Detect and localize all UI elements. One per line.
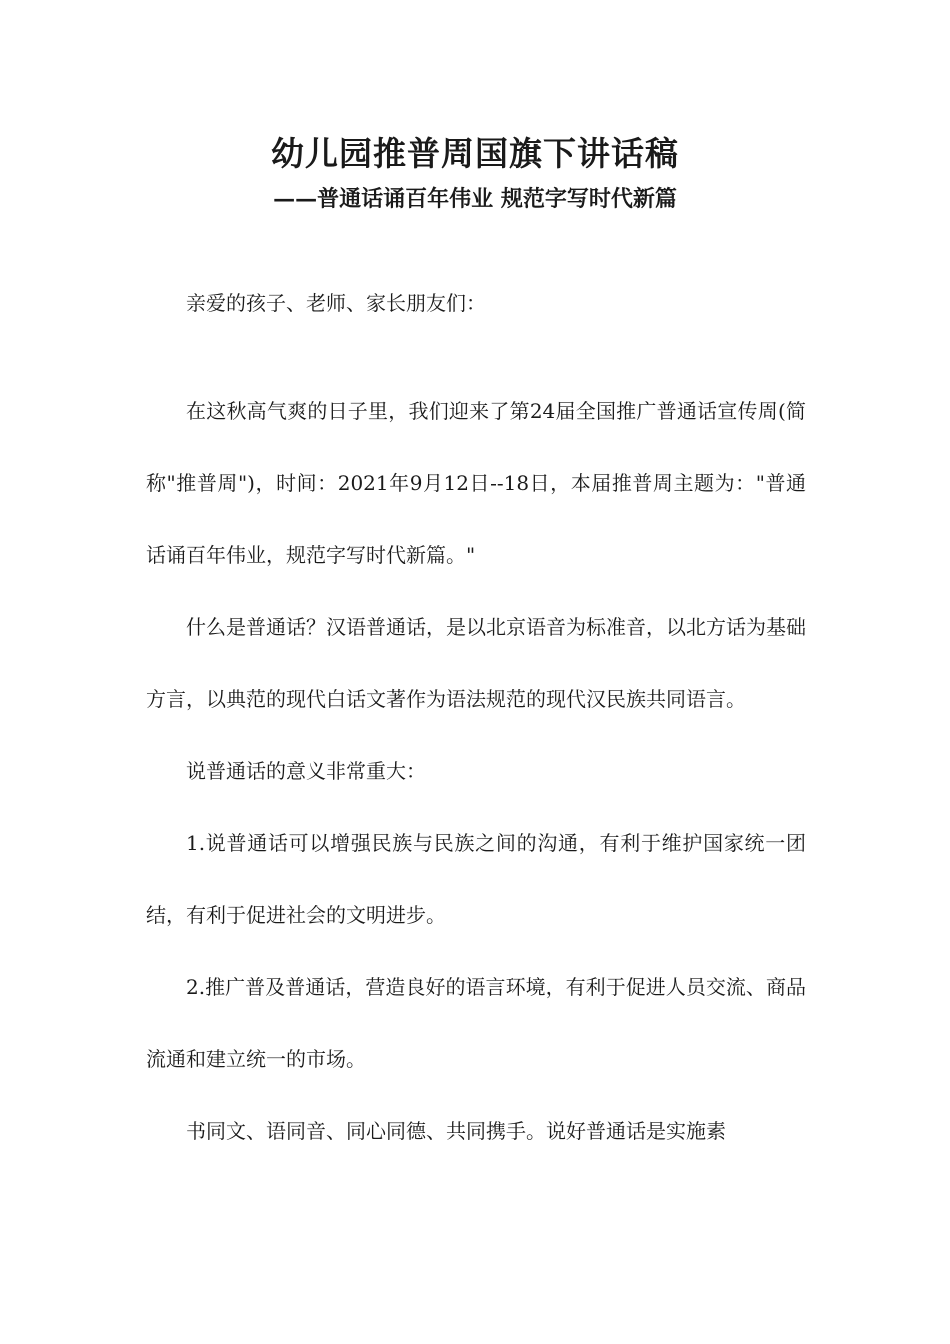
- body-paragraph: 说普通话的意义非常重大：: [186, 759, 426, 783]
- body-paragraph: 书同文、语同音、同心同德、共同携手。说好普通话是实施素: [186, 1119, 726, 1143]
- page-subtitle: ——普通话诵百年伟业 规范字写时代新篇: [273, 186, 677, 212]
- body-paragraph: 1.说普通话可以增强民族与民族之间的沟通，有利于维护国家统一团结，有利于促进社会的文明进步。: [146, 831, 806, 927]
- salutation-paragraph: 亲爱的孩子、老师、家长朋友们：: [186, 291, 486, 315]
- document-body: [146, 283, 806, 1167]
- page-title: 幼儿园推普周国旗下讲话稿: [271, 134, 679, 173]
- body-paragraph: 2.推广普及普通话，营造良好的语言环境，有利于促进人员交流、商品流通和建立统一的市场。: [146, 975, 806, 1071]
- body-paragraph: 在这秋高气爽的日子里，我们迎来了第24届全国推广普通话宣传周(简称"推普周")，时间：2021年9月12日--18日，本届推普周主题为："普通话诵百年伟业，规范字写时代新篇。": [146, 399, 806, 567]
- body-paragraph: 什么是普通话？汉语普通话，是以北京语音为标准音，以北方话为基础方言，以典范的现代白话文著作为语法规范的现代汉民族共同语言。: [146, 615, 806, 711]
